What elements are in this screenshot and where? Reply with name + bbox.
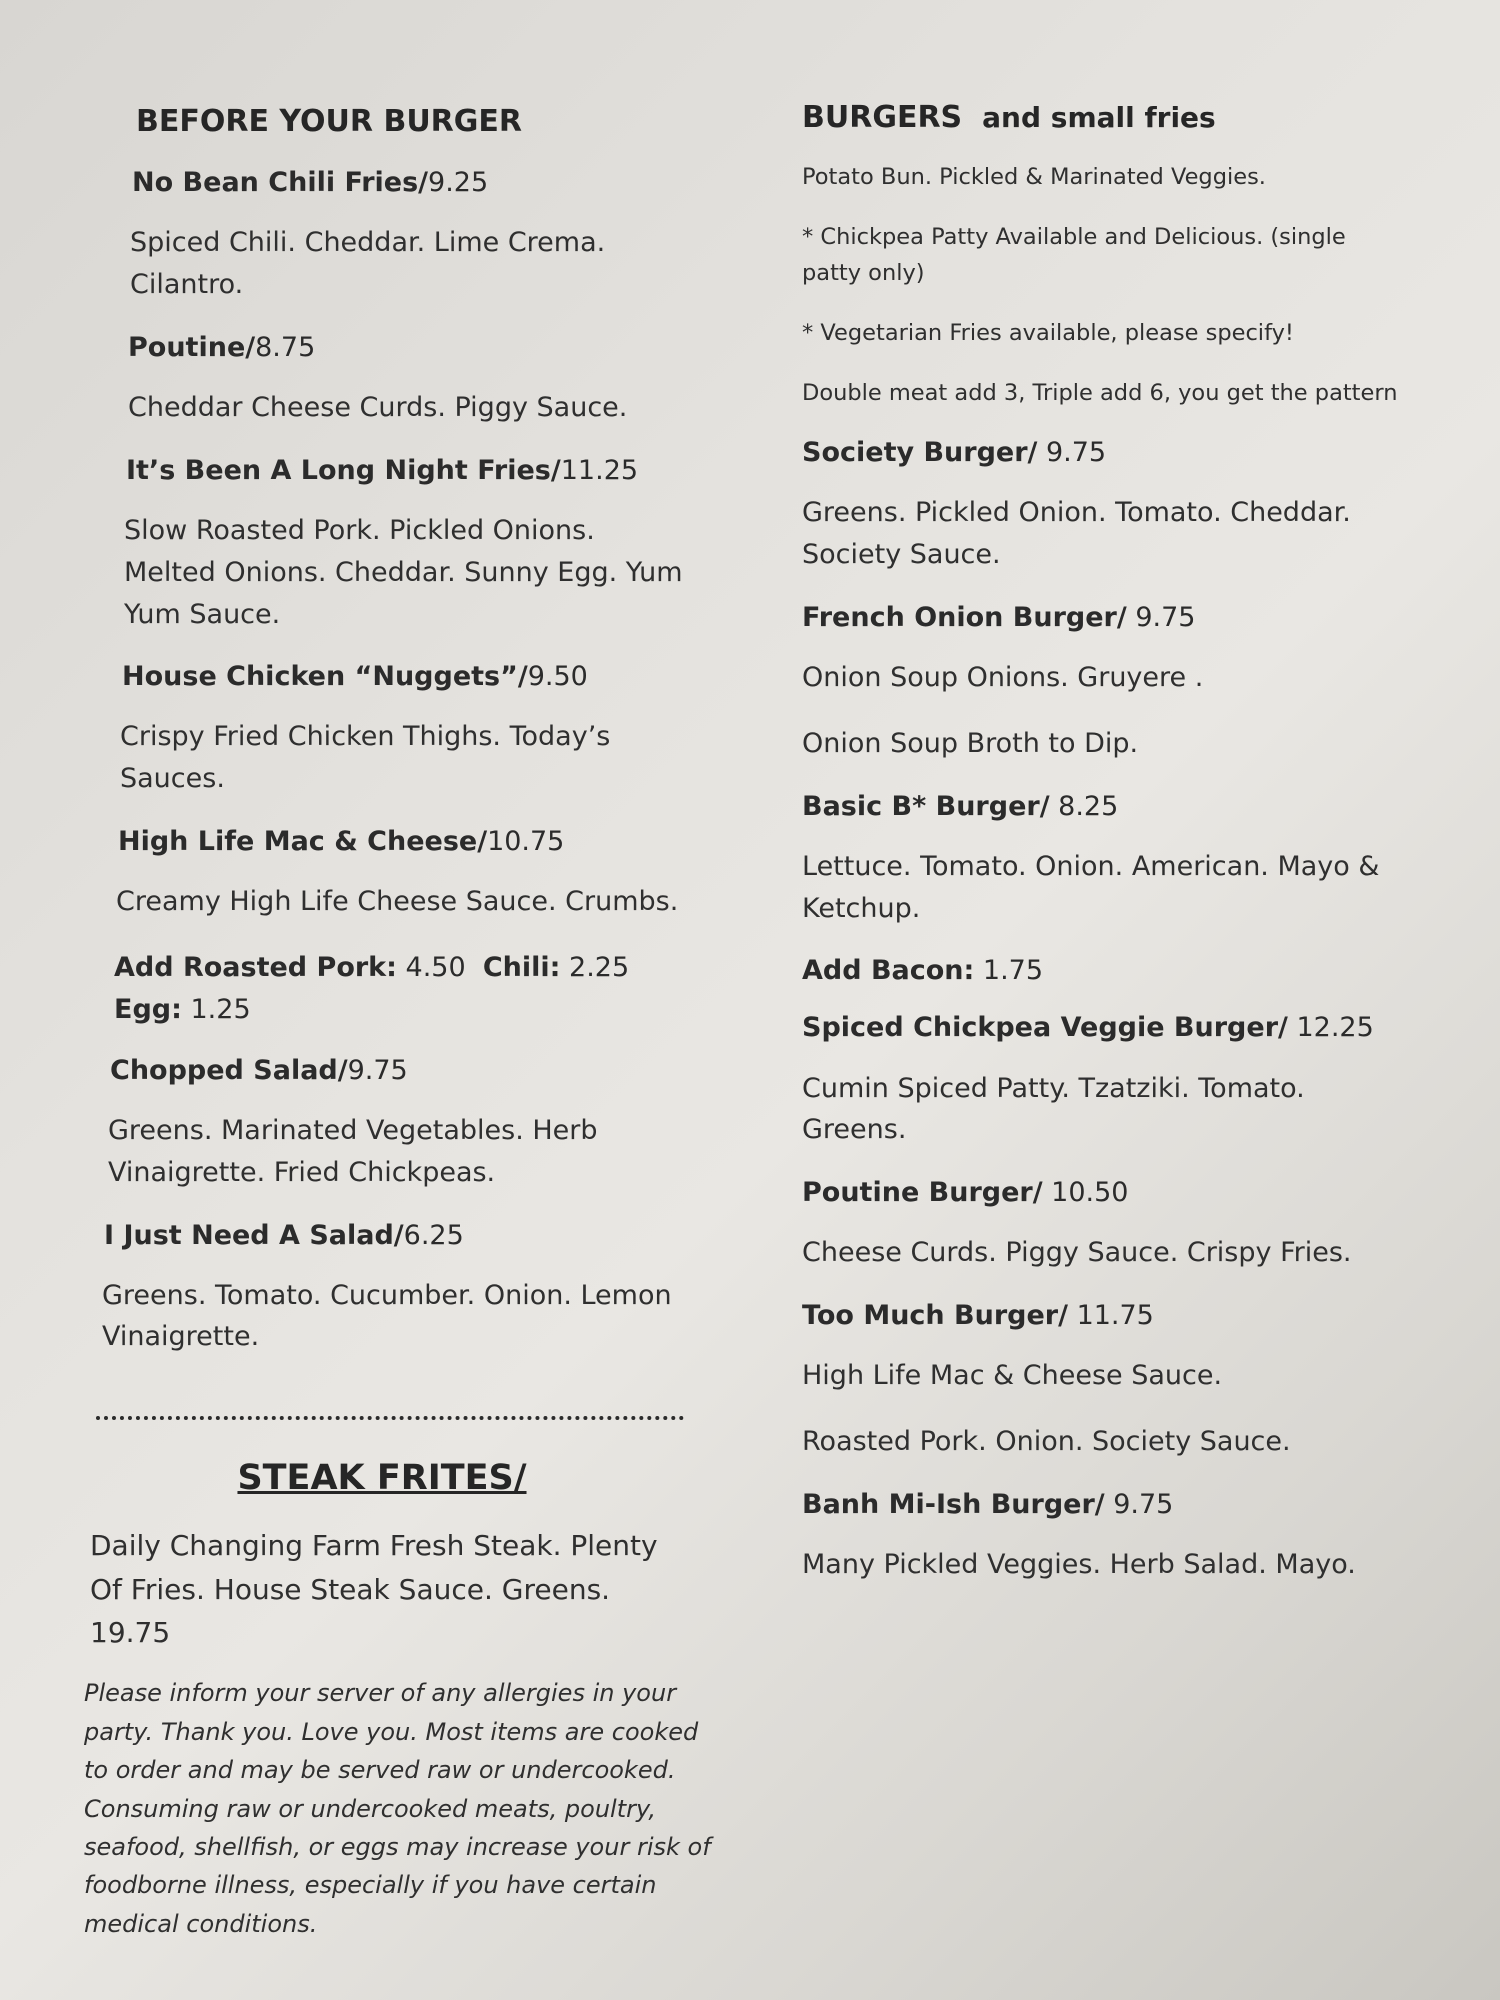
left-column: [82, 104, 722, 1943]
item-name: Too Much Burger/: [802, 1300, 1068, 1332]
item-name: I Just Need A Salad/: [104, 1219, 404, 1251]
item-price: 10.50: [1042, 1177, 1129, 1209]
item-description: Greens. Tomato. Cucumber. Onion. Lemon Vinaigrette.: [102, 1279, 672, 1353]
item-name: It’s Been A Long Night Fries/: [126, 454, 561, 486]
item-price: 11.75: [1067, 1300, 1154, 1332]
item-description: Greens. Marinated Vegetables. Herb Vinaigrette. Fried Chickpeas.: [108, 1114, 598, 1188]
menu-item: [802, 1298, 1442, 1463]
steak-frites-title: STEAK FRITES/: [237, 1458, 527, 1499]
menu-item: [82, 1218, 722, 1359]
item-name: Poutine Burger/: [802, 1177, 1043, 1209]
menu-item: [82, 165, 722, 306]
menu-item: [82, 453, 722, 636]
item-price: 11.25: [560, 454, 639, 486]
item-description: Greens. Pickled Onion. Tomato. Cheddar. Society Sauce.: [802, 497, 1351, 570]
steak-frites-description: Daily Changing Farm Fresh Steak. Plenty Of Fries. House Steak Sauce. Greens. 19.75: [90, 1529, 658, 1650]
item-name: Poutine/: [128, 331, 256, 363]
item-price: 9.75: [1104, 1488, 1174, 1520]
item-description: Onion Soup Onions. Gruyere .: [802, 661, 1204, 693]
item-description: Spiced Chili. Cheddar. Lime Crema. Cilantro.: [130, 227, 606, 300]
menu-item: [802, 600, 1442, 765]
burger-note: * Vegetarian Fries available, please specify!: [802, 320, 1294, 346]
section-title-before-burger: BEFORE YOUR BURGER: [136, 104, 523, 139]
burger-note: * Chickpea Patty Available and Delicious. (single patty only): [802, 224, 1346, 286]
item-price: 6.25: [403, 1219, 464, 1251]
item-price: 9.75: [347, 1054, 408, 1086]
menu-item: [82, 659, 722, 800]
menu-item: [82, 330, 722, 429]
item-description: Cumin Spiced Patty. Tzatziki. Tomato. Greens.: [802, 1072, 1305, 1146]
menu-item: [802, 1487, 1442, 1586]
item-price: 8.75: [255, 331, 316, 363]
item-description: Onion Soup Broth to Dip.: [802, 727, 1139, 759]
item-name: Society Burger/: [802, 437, 1038, 468]
menu-item: [802, 1010, 1442, 1151]
item-name: French Onion Burger/: [802, 601, 1127, 633]
section-title-burgers: BURGERS and small fries: [802, 100, 1216, 135]
item-price: 8.25: [1049, 790, 1119, 822]
add-bacon: Add Bacon: 1.75: [802, 955, 1044, 987]
addons-line: Add Roasted Pork: 4.50 Chili: 2.25 Egg: 1.25: [114, 952, 630, 1025]
item-price: 9.50: [527, 661, 588, 693]
item-description: Cheddar Cheese Curds. Piggy Sauce.: [128, 391, 628, 423]
menu-item: [82, 1053, 722, 1194]
item-description: Creamy High Life Cheese Sauce. Crumbs.: [116, 886, 679, 918]
item-description: Cheese Curds. Piggy Sauce. Crispy Fries.: [802, 1237, 1352, 1269]
item-name: Banh Mi-Ish Burger/: [802, 1488, 1105, 1520]
menu-item: [802, 789, 1442, 930]
item-description: Many Pickled Veggies. Herb Salad. Mayo.: [802, 1549, 1356, 1581]
item-name: No Bean Chili Fries/: [132, 167, 429, 198]
item-price: 9.75: [1037, 437, 1107, 468]
dotted-divider: [96, 1416, 684, 1420]
item-description: Lettuce. Tomato. Onion. American. Mayo & Ketchup.: [802, 850, 1380, 924]
item-price: 10.75: [487, 826, 565, 858]
item-price: 9.75: [1126, 601, 1196, 633]
right-column: [802, 100, 1442, 1610]
item-description: Crispy Fried Chicken Thighs. Today’s Sauces.: [120, 721, 611, 795]
item-price: 12.25: [1287, 1012, 1374, 1044]
menu-item: [82, 824, 722, 923]
item-description: Slow Roasted Pork. Pickled Onions. Melted Onions. Cheddar. Sunny Egg. Yum Yum Sauce.: [124, 514, 683, 630]
menu-item: [802, 1175, 1442, 1274]
item-name: High Life Mac & Cheese/: [118, 826, 488, 858]
item-name: House Chicken “Nuggets”/: [122, 661, 528, 693]
allergy-disclaimer: Please inform your server of any allergies in your party. Thank you. Love you. Most items are cooked to order and may be served raw or undercooked. Consuming raw or undercooked meats, poultry, seafood, shellfish, or eggs may increase your risk of foodborne illness, especially if you have certain medical conditions.: [84, 1679, 711, 1938]
item-price: 9.25: [428, 167, 489, 198]
item-name: Spiced Chickpea Veggie Burger/: [802, 1012, 1288, 1044]
burger-note: Potato Bun. Pickled & Marinated Veggies.: [802, 164, 1266, 190]
item-description: Roasted Pork. Onion. Society Sauce.: [802, 1426, 1291, 1458]
item-name: Chopped Salad/: [110, 1054, 348, 1086]
burger-note: Double meat add 3, Triple add 6, you get the pattern: [802, 380, 1398, 406]
item-description: High Life Mac & Cheese Sauce.: [802, 1360, 1223, 1392]
menu-item: [802, 435, 1442, 576]
item-name: Basic B* Burger/: [802, 790, 1050, 822]
